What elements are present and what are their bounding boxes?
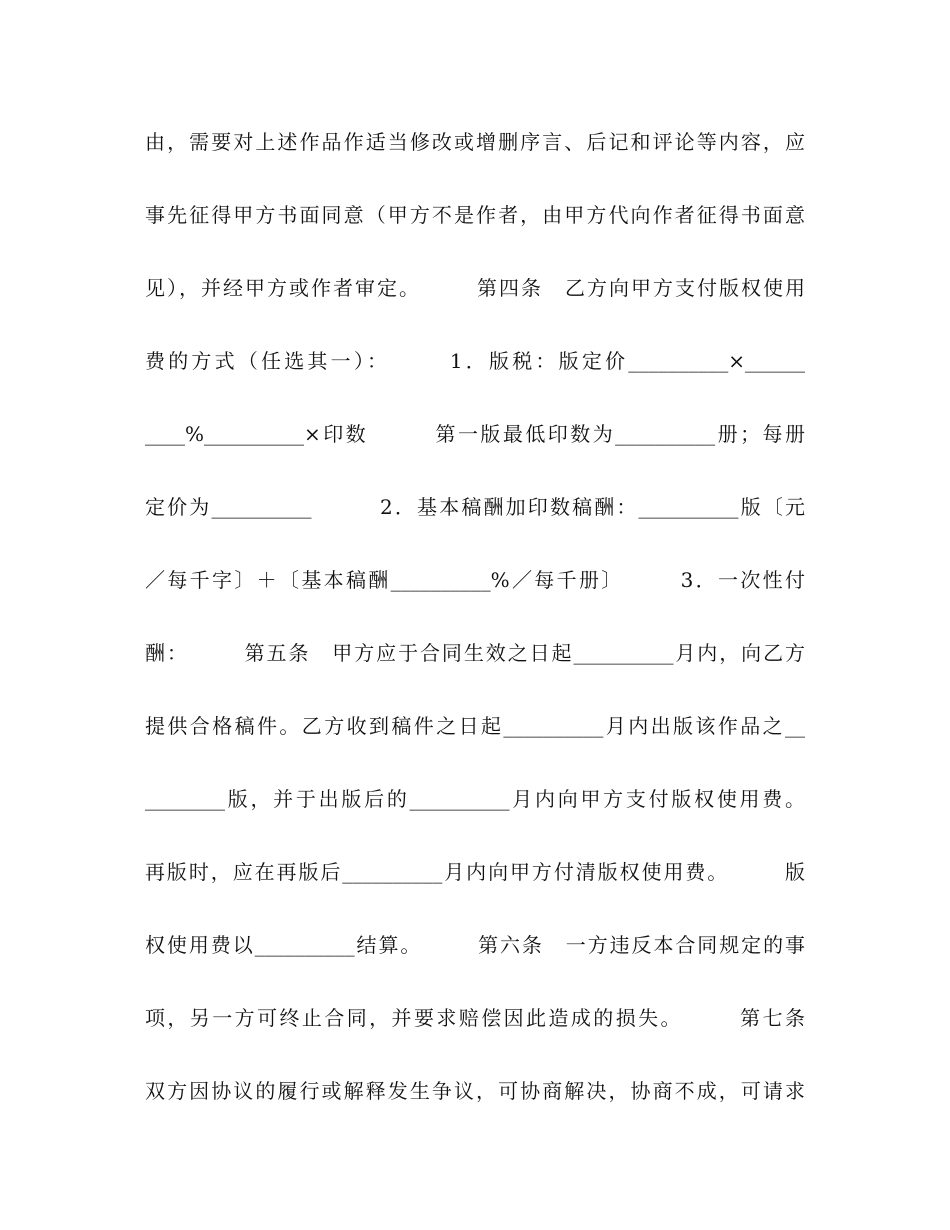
contract-text-body xyxy=(145,122,805,1144)
text-line: ________版，并于出版后的__________月内向甲方支付版权使用费。 xyxy=(145,787,805,811)
text-line: 项，另一方可终止合同，并要求赔偿因此造成的损失。 第七条 xyxy=(145,1006,805,1030)
text-line: 由，需要对上述作品作适当修改或增删序言、后记和评论等内容，应 xyxy=(145,130,805,154)
text-line: 提供合格稿件。乙方收到稿件之日起__________月内出版该作品之__ xyxy=(145,714,805,738)
text-line: 事先征得甲方书面同意（甲方不是作者，由甲方代向作者征得书面意 xyxy=(145,203,805,227)
text-line: ____%__________×印数 第一版最低印数为__________册；每册 xyxy=(145,422,805,446)
text-line: 再版时，应在再版后__________月内向甲方付清版权使用费。 版 xyxy=(145,860,805,884)
text-line: 定价为__________ 2．基本稿酬加印数稿酬：__________版〔元 xyxy=(145,495,805,519)
text-line: 见），并经甲方或作者审定。 第四条 乙方向甲方支付版权使用 xyxy=(145,276,805,300)
text-line: ／每千字〕＋〔基本稿酬__________%／每千册〕 3．一次性付 xyxy=(145,568,805,592)
text-line: 费的方式（任选其一）： 1．版税：版定价__________×______ xyxy=(145,349,805,373)
text-line: 权使用费以__________结算。 第六条 一方违反本合同规定的事 xyxy=(145,933,805,957)
text-line: 双方因协议的履行或解释发生争议，可协商解决，协商不成，可请求 xyxy=(145,1079,805,1103)
text-line: 酬： 第五条 甲方应于合同生效之日起__________月内，向乙方 xyxy=(145,641,805,665)
